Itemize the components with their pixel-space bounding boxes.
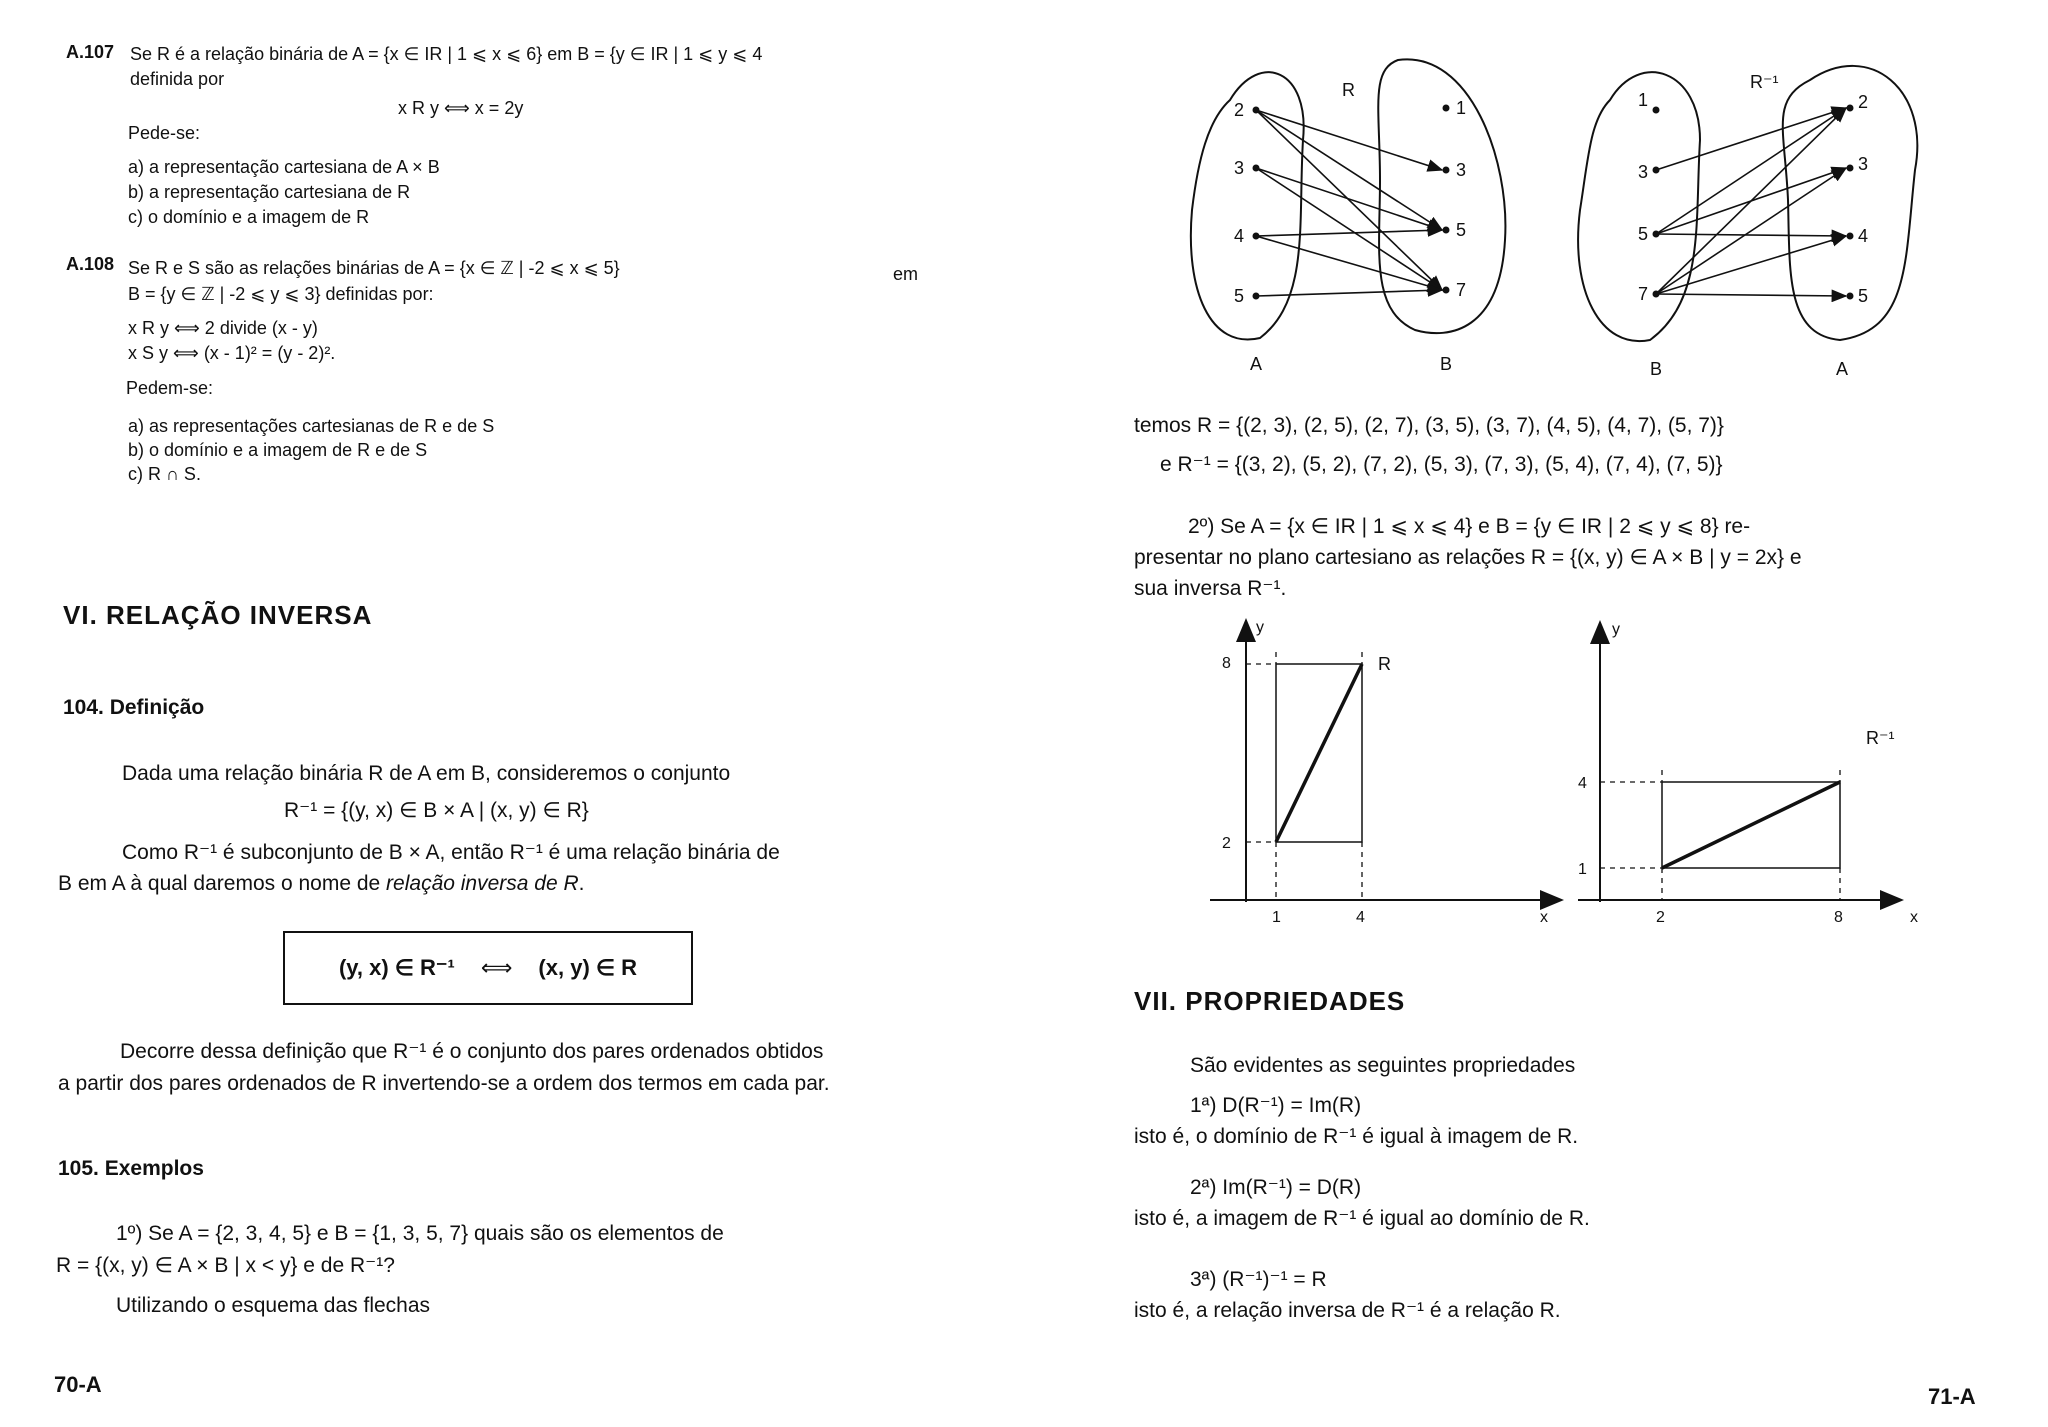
exercise-item: a) as representações cartesianas de R e de S <box>128 416 495 436</box>
relation-label: R⁻¹ <box>1750 72 1779 92</box>
element-label: 7 <box>1638 284 1649 304</box>
exercise-text: B = {y ∈ ℤ | -2 ⩽ y ⩽ 3} definidas por: <box>128 284 434 304</box>
element-label: 5 <box>1234 286 1245 306</box>
exercise-number: A.107 <box>66 42 115 62</box>
property: 3ª) (R⁻¹)⁻¹ = R <box>1190 1268 1327 1291</box>
paragraph: Decorre dessa definição que R⁻¹ é o conjunto dos pares ordenados obtidos <box>120 1040 824 1063</box>
result-set: e R⁻¹ = {(3, 2), (5, 2), (7, 2), (5, 3), (7, 3), (5, 4), (7, 4), (7, 5)} <box>1160 453 1723 476</box>
paragraph: a partir dos pares ordenados de R invertendo-se a ordem dos termos em cada par. <box>58 1072 830 1095</box>
arrow <box>1256 110 1442 170</box>
point <box>1653 291 1660 298</box>
arrow <box>1656 108 1846 234</box>
tick-label: 4 <box>1578 775 1587 792</box>
arrow <box>1656 234 1846 236</box>
iff-arrow: ⟺ <box>480 955 513 980</box>
arrow-diagrams <box>1170 50 2030 390</box>
exercise-text: Se R e S são as relações binárias de A = {x ∈ ℤ | -2 ⩽ x ⩽ 5} <box>128 258 620 278</box>
paragraph: Dada uma relação binária R de A em B, consideremos o conjunto <box>122 762 731 785</box>
result-set: temos R = {(2, 3), (2, 5), (2, 7), (3, 5), (3, 7), (4, 5), (4, 7), (5, 7)} <box>1134 414 1724 437</box>
subsection-title: 105. Exemplos <box>58 1157 204 1180</box>
set-label: B <box>1440 354 1453 374</box>
paragraph: 1º) Se A = {2, 3, 4, 5} e B = {1, 3, 5, 7} quais são os elementos de <box>116 1222 724 1245</box>
element-label: 3 <box>1456 160 1467 180</box>
set-label: A <box>1250 354 1263 374</box>
paragraph: R = {(x, y) ∈ A × B | x < y} e de R⁻¹? <box>56 1254 395 1277</box>
point <box>1443 167 1450 174</box>
set-label: A <box>1836 359 1849 379</box>
point <box>1253 293 1260 300</box>
cartesian-graphs <box>1180 612 1940 932</box>
tick-label: 4 <box>1356 909 1365 926</box>
arrow <box>1256 168 1442 290</box>
element-label: 5 <box>1638 224 1649 244</box>
property-explanation: isto é, a imagem de R⁻¹ é igual ao domínio de R. <box>1134 1207 1590 1230</box>
tick-label: 8 <box>1222 655 1231 672</box>
diagram-r-inverse <box>1578 66 1917 379</box>
y-axis-label: y <box>1612 621 1620 638</box>
point <box>1847 293 1854 300</box>
arrow <box>1656 168 1846 234</box>
set-label: B <box>1650 359 1663 379</box>
x-axis-label: x <box>1910 909 1918 926</box>
exercise-ask: Pedem-se: <box>126 378 214 398</box>
property: 2ª) Im(R⁻¹) = D(R) <box>1190 1176 1362 1199</box>
exercise-formula: x S y ⟺ (x - 1)² = (y - 2)². <box>128 343 336 363</box>
exercise-text: definida por <box>130 69 225 89</box>
graph-r-inverse <box>1578 621 1918 926</box>
x-axis-label: x <box>1540 909 1548 926</box>
arrow <box>1656 168 1846 294</box>
point <box>1253 233 1260 240</box>
element-label: 3 <box>1638 162 1649 182</box>
exercise-text: em <box>893 264 919 284</box>
property-explanation: isto é, a relação inversa de R⁻¹ é a relação R. <box>1134 1299 1561 1322</box>
y-axis-label: y <box>1256 619 1264 636</box>
page-number: 71-A <box>1928 1384 1976 1409</box>
exercise-formula: x R y ⟺ x = 2y <box>398 98 524 118</box>
arrow <box>1656 108 1846 170</box>
paragraph: Utilizando o esquema das flechas <box>116 1294 431 1317</box>
paragraph: São evidentes as seguintes propriedades <box>1190 1054 1576 1077</box>
point <box>1653 167 1660 174</box>
tick-label: 1 <box>1272 909 1281 926</box>
point <box>1847 233 1854 240</box>
point <box>1253 107 1260 114</box>
element-label: 4 <box>1858 226 1869 246</box>
exercise-item: c) o domínio e a imagem de R <box>128 207 370 227</box>
point <box>1443 105 1450 112</box>
element-label: 2 <box>1858 92 1869 112</box>
exercise-text: Se R é a relação binária de A = {x ∈ IR | 1 ⩽ x ⩽ 6} em B = {y ∈ IR | 1 ⩽ y ⩽ 4 <box>130 44 763 64</box>
point <box>1443 227 1450 234</box>
definition-set: R⁻¹ = {(y, x) ∈ B × A | (x, y) ∈ R} <box>284 799 589 822</box>
property-explanation: isto é, o domínio de R⁻¹ é igual à imagem de R. <box>1134 1125 1579 1148</box>
exercise-item: b) o domínio e a imagem de R e de S <box>128 440 428 460</box>
paragraph: presentar no plano cartesiano as relações R = {(x, y) ∈ A × B | y = 2x} e <box>1134 546 1802 569</box>
tick-label: 1 <box>1578 861 1587 878</box>
property: 1ª) D(R⁻¹) = Im(R) <box>1190 1094 1362 1117</box>
series-label: R <box>1378 654 1391 674</box>
set-a-blob <box>1191 72 1304 339</box>
section-title: VI. RELAÇÃO INVERSA <box>63 600 373 630</box>
arrow <box>1256 290 1442 296</box>
point <box>1847 165 1854 172</box>
tick-label: 2 <box>1656 909 1665 926</box>
element-label: 1 <box>1638 90 1649 110</box>
diagram-r <box>1191 59 1506 374</box>
point <box>1847 105 1854 112</box>
arrow <box>1256 230 1442 236</box>
point <box>1443 287 1450 294</box>
element-label: 5 <box>1858 286 1869 306</box>
arrow <box>1256 168 1442 230</box>
arrow <box>1256 110 1442 230</box>
relation-segment <box>1662 782 1840 868</box>
point <box>1253 165 1260 172</box>
paragraph: B em A à qual daremos o nome de relação inversa de R. <box>58 872 585 895</box>
element-label: 5 <box>1456 220 1467 240</box>
page-number: 70-A <box>54 1372 102 1397</box>
element-label: 2 <box>1234 100 1245 120</box>
section-title: VII. PROPRIEDADES <box>1134 986 1406 1016</box>
box-right: (x, y) ∈ R <box>538 955 638 980</box>
emphasis-term: relação inversa de R <box>386 872 579 895</box>
element-label: 1 <box>1456 98 1467 118</box>
element-label: 3 <box>1858 154 1869 174</box>
element-label: 4 <box>1234 226 1245 246</box>
paragraph: sua inversa R⁻¹. <box>1134 577 1287 600</box>
subsection-title: 104. Definição <box>63 696 205 719</box>
point <box>1653 231 1660 238</box>
exercise-item: a) a representação cartesiana de A × B <box>128 157 440 177</box>
tick-label: 8 <box>1834 909 1843 926</box>
exercise-item: c) R ∩ S. <box>128 464 201 484</box>
graph-r <box>1210 619 1560 926</box>
relation-label: R <box>1342 80 1355 100</box>
exercise-ask: Pede-se: <box>128 123 201 143</box>
relation-segment <box>1276 664 1362 842</box>
paragraph: Como R⁻¹ é subconjunto de B × A, então R⁻¹ é uma relação binária de <box>122 841 780 864</box>
tick-label: 2 <box>1222 835 1231 852</box>
definition-box <box>283 931 693 1005</box>
element-label: 7 <box>1456 280 1467 300</box>
element-label: 3 <box>1234 158 1245 178</box>
exercise-formula: x R y ⟺ 2 divide (x - y) <box>128 318 318 338</box>
point <box>1653 107 1660 114</box>
paragraph: 2º) Se A = {x ∈ IR | 1 ⩽ x ⩽ 4} e B = {y ∈ IR | 2 ⩽ y ⩽ 8} re- <box>1188 515 1751 538</box>
box-left: (y, x) ∈ R⁻¹ <box>338 955 455 980</box>
exercise-number: A.108 <box>66 254 115 274</box>
series-label: R⁻¹ <box>1866 728 1895 748</box>
exercise-item: b) a representação cartesiana de R <box>128 182 411 202</box>
